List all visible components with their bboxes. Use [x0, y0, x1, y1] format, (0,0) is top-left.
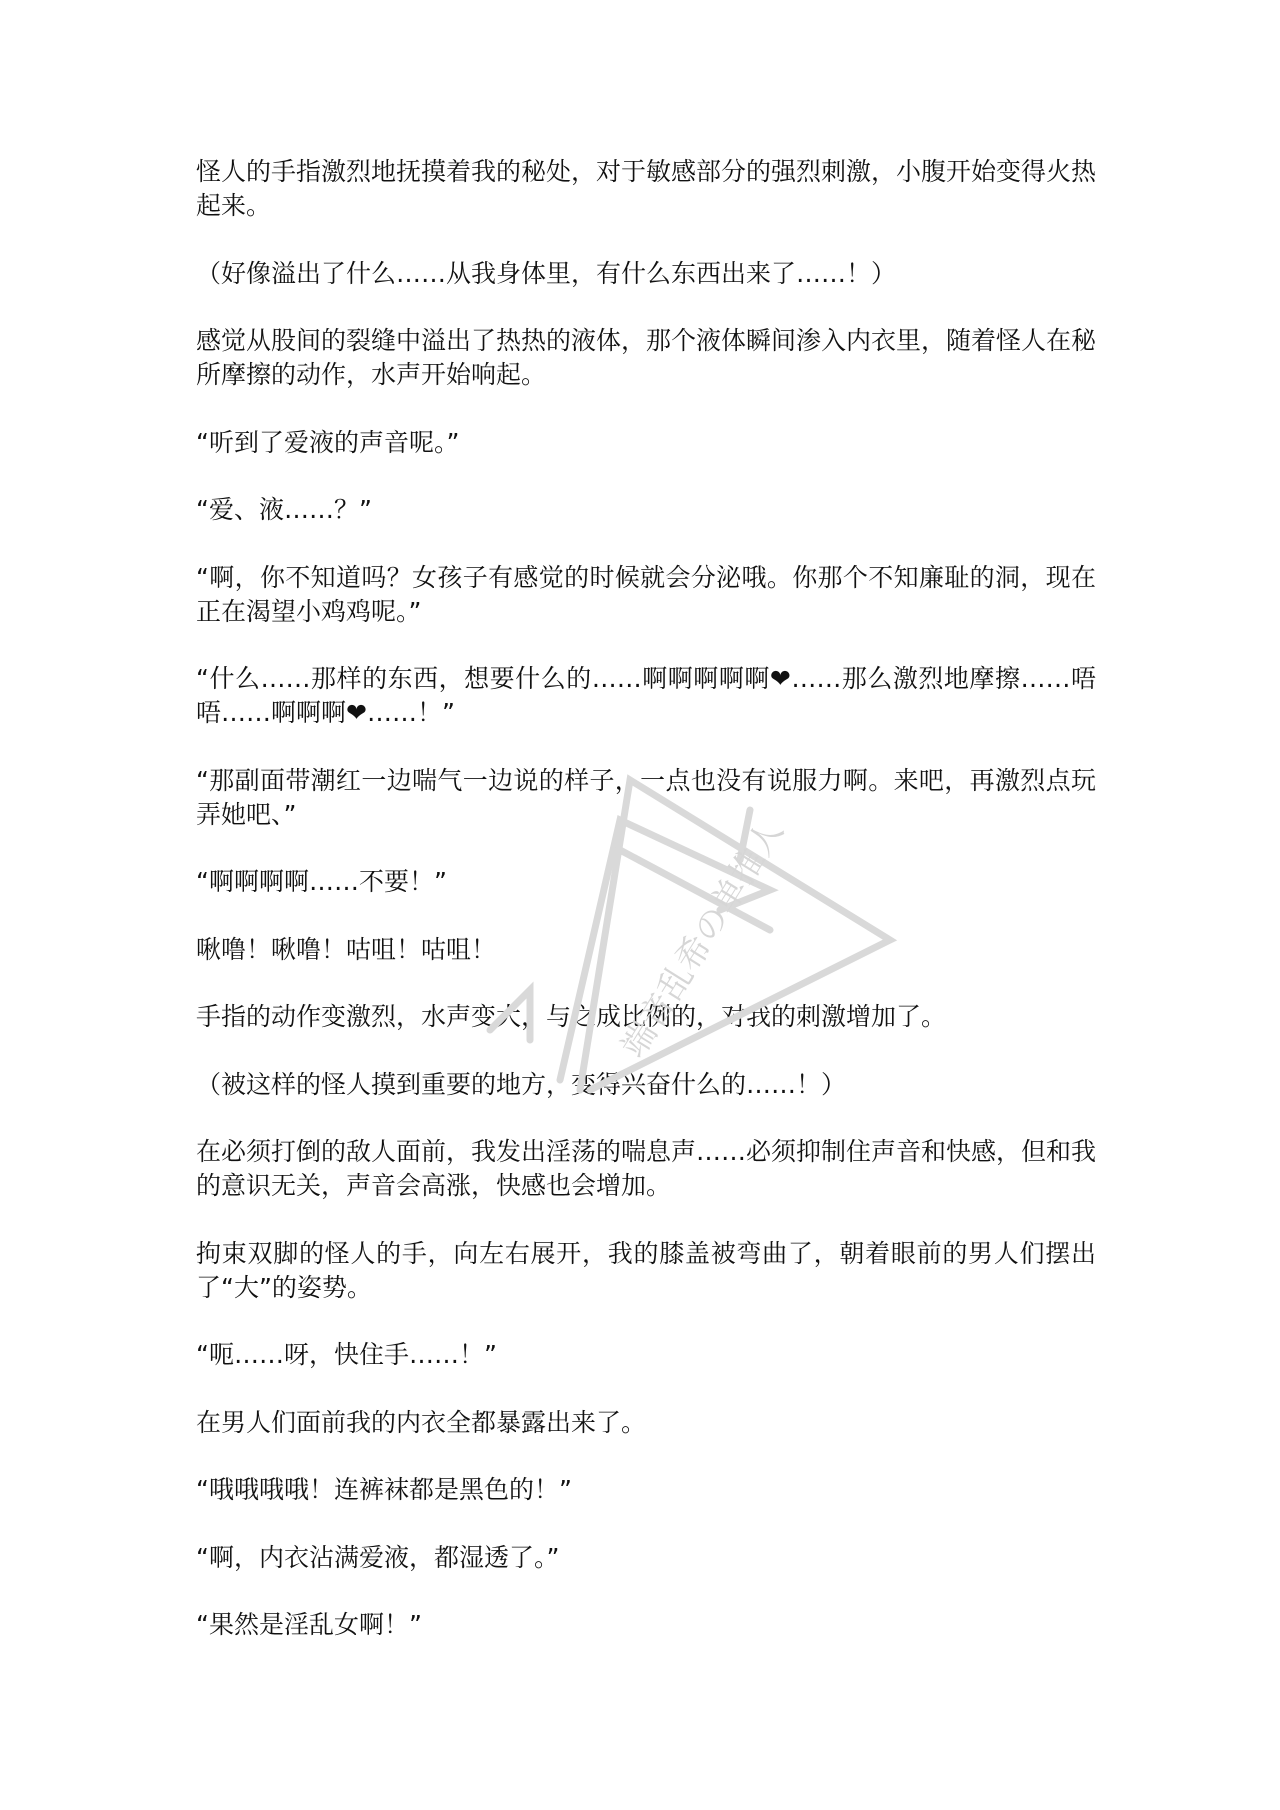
paragraph: 怪人的手指激烈地抚摸着我的秘处，对于敏感部分的强烈刺激，小腹开始变得火热起来。 [196, 157, 1097, 220]
paragraph: “啊，内衣沾满爱液，都湿透了。” [196, 1542, 560, 1572]
paragraph: “果然是淫乱女啊！” [196, 1610, 422, 1639]
paragraph: “哦哦哦哦！连裤袜都是黑色的！” [196, 1475, 572, 1504]
paragraph: 感觉从股间的裂缝中溢出了热热的液体，那个液体瞬间渗入内衣里，随着怪人在秘所摩擦的动作，水声开始响起。 [196, 326, 1097, 389]
paragraph: “那副面带潮红一边喘气一边说的样子，一点也没有说服力啊。来吧，再激烈点玩弄她吧、” [196, 765, 1096, 829]
paragraph: “啊，你不知道吗？女孩子有感觉的时候就会分泌哦。你那个不知廉耻的洞，现在正在渴望小鸡鸡呢。” [196, 562, 1096, 626]
paragraph: 在男人们面前我的内衣全都暴露出来了。 [196, 1407, 647, 1437]
paragraph: 啾噜！啾噜！咕咀！咕咀！ [196, 934, 497, 964]
paragraph: “听到了爱液的声音呢。” [196, 427, 460, 457]
paragraph: “爱、液……？” [196, 495, 372, 524]
paragraph: 拘束双脚的怪人的手，向左右展开，我的膝盖被弯曲了，朝着眼前的男人们摆出了“大”的姿势。 [196, 1238, 1096, 1302]
paragraph: “什么……那样的东西，想要什么的……啊啊啊啊啊❤……那么激烈地摩擦……唔唔……啊啊啊❤……！” [196, 664, 1096, 727]
paragraph: 手指的动作变激烈，水声变大，与之成比例的，对我的刺激增加了。 [196, 1002, 947, 1031]
paragraph: 在必须打倒的敌人面前，我发出淫荡的喘息声……必须抑制住声音和快感，但和我的意识无关，声音会高涨，快感也会增加。 [196, 1137, 1097, 1200]
paragraph: “啊啊啊啊……不要！” [196, 867, 447, 896]
paragraph: （被这样的怪人摸到重要的地方，变得兴奋什么的……！） [196, 1069, 847, 1099]
paragraph: （好像溢出了什么……从我身体里，有什么东西出来了……！） [196, 258, 897, 288]
document-body [196, 155, 1096, 1676]
paragraph: “呃……呀，快住手……！” [196, 1340, 497, 1369]
watermark-text: 端音乱希の单推人 [613, 812, 792, 1065]
